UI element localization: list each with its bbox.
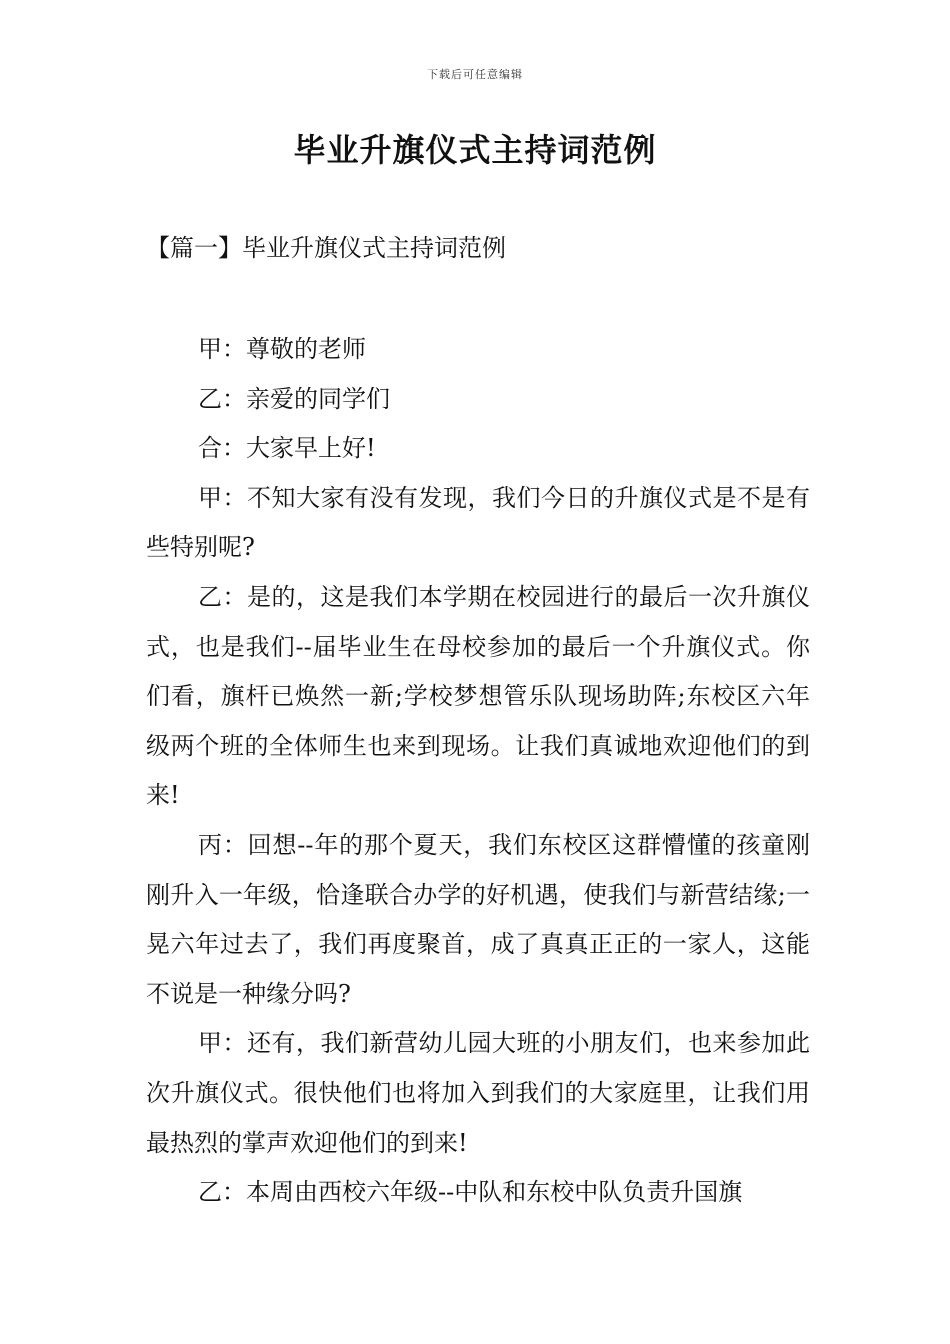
section-heading: 【篇一】毕业升旗仪式主持词范例 bbox=[146, 234, 506, 262]
paragraph: 丙：回想--年的那个夏天，我们东校区这群懵懂的孩童刚刚升入一年级，恰逢联合办学的好机遇，使我们与新营结缘;一晃六年过去了，我们再度聚首，成了真真正正的一家人，这能不说是一种缘分吗? bbox=[146, 830, 810, 1008]
paragraph: 甲：还有，我们新营幼儿园大班的小朋友们，也来参加此次升旗仪式。很快他们也将加入到我们的大家庭里，让我们用最热烈的掌声欢迎他们的到来! bbox=[146, 1029, 810, 1157]
document-title: 毕业升旗仪式主持词范例 bbox=[293, 131, 657, 169]
paragraph: 乙：亲爱的同学们 bbox=[198, 384, 390, 413]
paragraph: 合：大家早上好! bbox=[198, 434, 376, 463]
header-note: 下载后可任意编辑 bbox=[427, 68, 523, 81]
paragraph: 甲：不知大家有没有发现，我们今日的升旗仪式是不是有些特别呢? bbox=[146, 483, 810, 562]
paragraph: 乙：是的，这是我们本学期在校园进行的最后一次升旗仪式，也是我们--届毕业生在母校参加的最后一个升旗仪式。你们看，旗杆已焕然一新;学校梦想管乐队现场助阵;东校区六年级两个班的全体师生也来到现场。让我们真诚地欢迎他们的到来! bbox=[146, 582, 810, 810]
paragraph: 乙：本周由西校六年级--中队和东校中队负责升国旗 bbox=[198, 1178, 743, 1207]
paragraph: 甲：尊敬的老师 bbox=[198, 335, 366, 363]
body-text bbox=[146, 325, 810, 1218]
